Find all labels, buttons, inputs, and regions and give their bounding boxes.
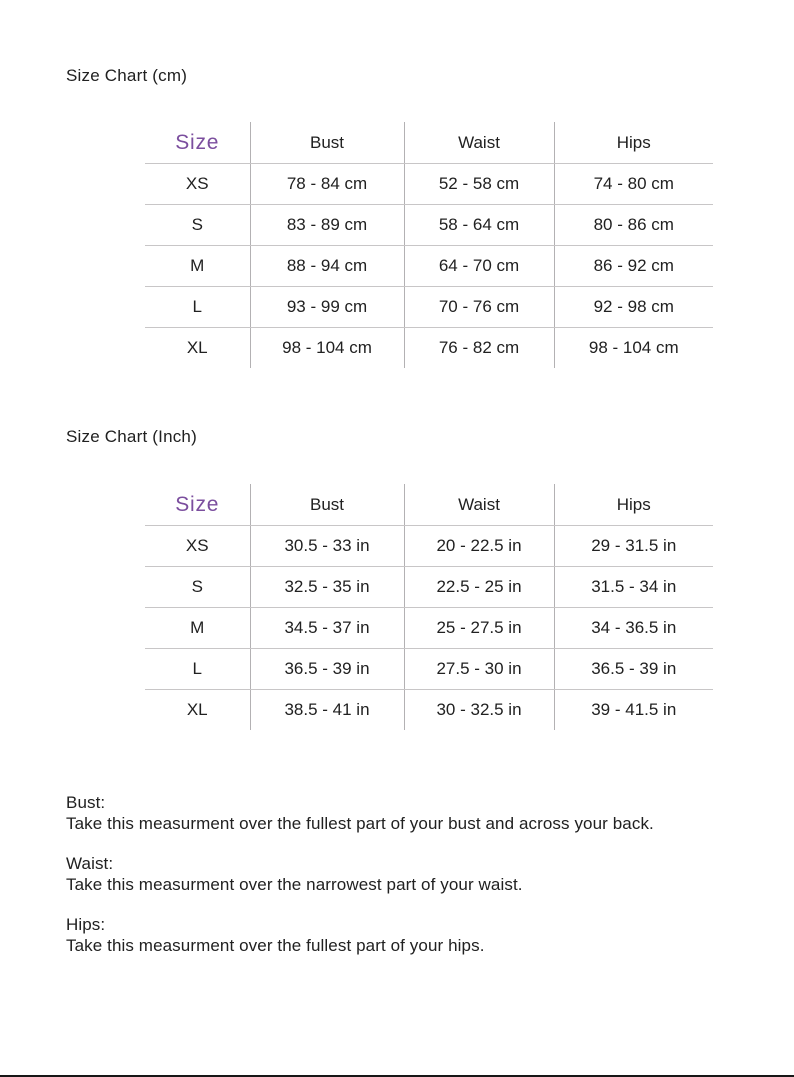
hips-cell: 92 - 98 cm — [554, 287, 713, 328]
bust-cell: 98 - 104 cm — [250, 328, 404, 369]
table-row — [145, 608, 713, 649]
size-chart-inch-title: Size Chart (Inch) — [66, 427, 197, 446]
hips-cell: 39 - 41.5 in — [554, 690, 713, 731]
size-chart-cm-table — [145, 122, 713, 368]
hips-cell: 31.5 - 34 in — [554, 567, 713, 608]
size-cell: M — [145, 246, 250, 287]
column-header-bust: Bust — [250, 122, 404, 164]
bust-cell: 83 - 89 cm — [250, 205, 404, 246]
measurement-notes — [66, 792, 654, 975]
column-header-hips: Hips — [554, 122, 713, 164]
bust-cell: 30.5 - 33 in — [250, 526, 404, 567]
size-cell: XS — [145, 526, 250, 567]
hips-cell: 86 - 92 cm — [554, 246, 713, 287]
table-row — [145, 287, 713, 328]
table-row — [145, 567, 713, 608]
size-cell: L — [145, 287, 250, 328]
note-hips-text: Take this measurment over the fullest part of your hips. — [66, 936, 485, 955]
note-waist — [66, 853, 654, 895]
waist-cell: 76 - 82 cm — [404, 328, 554, 369]
column-header-hips: Hips — [554, 484, 713, 526]
column-header-waist: Waist — [404, 122, 554, 164]
note-hips-label: Hips: — [66, 915, 106, 934]
note-bust-text: Take this measurment over the fullest part of your bust and across your back. — [66, 814, 654, 833]
table-row — [145, 328, 713, 369]
note-waist-label: Waist: — [66, 854, 114, 873]
hips-cell: 74 - 80 cm — [554, 164, 713, 205]
hips-cell: 36.5 - 39 in — [554, 649, 713, 690]
table-row — [145, 526, 713, 567]
hips-cell: 29 - 31.5 in — [554, 526, 713, 567]
note-bust-label: Bust: — [66, 793, 106, 812]
waist-cell: 27.5 - 30 in — [404, 649, 554, 690]
bust-cell: 34.5 - 37 in — [250, 608, 404, 649]
size-cell: XL — [186, 338, 208, 357]
bust-cell: 78 - 84 cm — [250, 164, 404, 205]
size-cell: S — [145, 205, 250, 246]
note-hips — [66, 914, 654, 956]
waist-cell: 70 - 76 cm — [404, 287, 554, 328]
table-row — [145, 205, 713, 246]
hips-cell: 98 - 104 cm — [554, 328, 713, 369]
waist-cell: 25 - 27.5 in — [404, 608, 554, 649]
bust-cell: 93 - 99 cm — [250, 287, 404, 328]
table-header-row — [145, 484, 713, 526]
table-row — [145, 164, 713, 205]
waist-cell: 52 - 58 cm — [404, 164, 554, 205]
bust-cell: 36.5 - 39 in — [250, 649, 404, 690]
size-chart-inch-table — [145, 484, 713, 730]
hips-cell: 34 - 36.5 in — [554, 608, 713, 649]
size-cell: S — [145, 567, 250, 608]
waist-cell: 64 - 70 cm — [404, 246, 554, 287]
table-row — [145, 690, 713, 731]
hips-cell: 80 - 86 cm — [554, 205, 713, 246]
note-waist-text: Take this measurment over the narrowest part of your waist. — [66, 875, 523, 894]
waist-cell: 58 - 64 cm — [404, 205, 554, 246]
table-header-row — [145, 122, 713, 164]
column-header-waist: Waist — [404, 484, 554, 526]
bust-cell: 38.5 - 41 in — [250, 690, 404, 731]
waist-cell: 30 - 32.5 in — [404, 690, 554, 731]
column-header-size: Size — [145, 122, 250, 164]
column-header-size: Size — [145, 484, 250, 526]
size-cell: L — [145, 649, 250, 690]
column-header-bust: Bust — [250, 484, 404, 526]
waist-cell: 20 - 22.5 in — [404, 526, 554, 567]
bust-cell: 32.5 - 35 in — [250, 567, 404, 608]
table-row — [145, 246, 713, 287]
size-chart-cm-title: Size Chart (cm) — [66, 66, 188, 85]
bust-cell: 88 - 94 cm — [250, 246, 404, 287]
table-row — [145, 649, 713, 690]
note-bust — [66, 792, 654, 834]
waist-cell: 22.5 - 25 in — [404, 567, 554, 608]
size-cell: M — [145, 608, 250, 649]
size-cell: XL — [186, 700, 208, 719]
size-cell: XS — [145, 164, 250, 205]
